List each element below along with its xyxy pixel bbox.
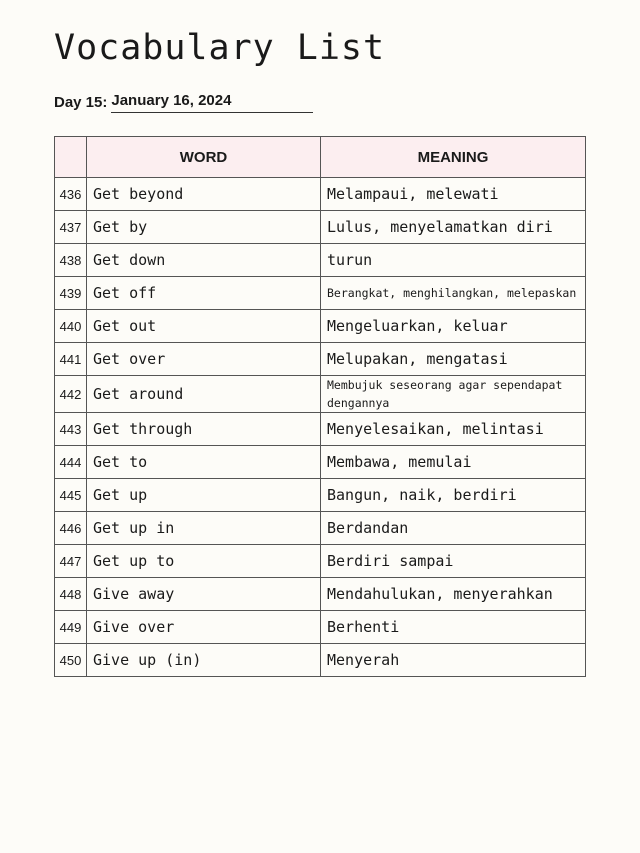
row-meaning: Berdandan bbox=[321, 512, 586, 545]
row-word: Get up to bbox=[87, 545, 321, 578]
table-row bbox=[55, 277, 586, 310]
table-row bbox=[55, 545, 586, 578]
row-word: Get up in bbox=[87, 512, 321, 545]
row-meaning: turun bbox=[321, 244, 586, 277]
table-row bbox=[55, 479, 586, 512]
row-number: 442 bbox=[55, 376, 87, 413]
row-word: Get around bbox=[87, 376, 321, 413]
row-word: Get over bbox=[87, 343, 321, 376]
table-row bbox=[55, 512, 586, 545]
table-header-row bbox=[55, 137, 586, 178]
row-number: 447 bbox=[55, 545, 87, 578]
row-number: 437 bbox=[55, 211, 87, 244]
table-row bbox=[55, 611, 586, 644]
table-row bbox=[55, 211, 586, 244]
row-word: Give away bbox=[87, 578, 321, 611]
row-word: Get down bbox=[87, 244, 321, 277]
header-meaning: MEANING bbox=[321, 137, 586, 178]
row-word: Give over bbox=[87, 611, 321, 644]
table-row bbox=[55, 244, 586, 277]
row-meaning: Menyerah bbox=[321, 644, 586, 677]
table-row bbox=[55, 310, 586, 343]
row-meaning: Bangun, naik, berdiri bbox=[321, 479, 586, 512]
row-word: Get out bbox=[87, 310, 321, 343]
row-word: Get by bbox=[87, 211, 321, 244]
table-row bbox=[55, 413, 586, 446]
row-meaning: Membawa, memulai bbox=[321, 446, 586, 479]
row-word: Give up (in) bbox=[87, 644, 321, 677]
page-title: Vocabulary List bbox=[54, 28, 386, 68]
row-word: Get off bbox=[87, 277, 321, 310]
vocabulary-table bbox=[54, 136, 586, 677]
row-number: 438 bbox=[55, 244, 87, 277]
row-word: Get through bbox=[87, 413, 321, 446]
day-date: January 16, 2024 bbox=[111, 91, 313, 113]
row-meaning: Menyelesaikan, melintasi bbox=[321, 413, 586, 446]
row-number: 448 bbox=[55, 578, 87, 611]
day-label: Day 15: bbox=[54, 94, 108, 111]
row-number: 443 bbox=[55, 413, 87, 446]
header-number bbox=[55, 137, 87, 178]
row-number: 444 bbox=[55, 446, 87, 479]
table-row bbox=[55, 578, 586, 611]
row-meaning: Membujuk seseorang agar sependapat dengannya bbox=[321, 376, 586, 413]
table-row bbox=[55, 343, 586, 376]
row-number: 449 bbox=[55, 611, 87, 644]
row-number: 450 bbox=[55, 644, 87, 677]
table-row bbox=[55, 644, 586, 677]
row-word: Get up bbox=[87, 479, 321, 512]
row-meaning: Berhenti bbox=[321, 611, 586, 644]
table-row bbox=[55, 376, 586, 413]
row-number: 440 bbox=[55, 310, 87, 343]
row-meaning: Melupakan, mengatasi bbox=[321, 343, 586, 376]
row-meaning: Mendahulukan, menyerahkan bbox=[321, 578, 586, 611]
header-word: WORD bbox=[87, 137, 321, 178]
row-meaning: Berangkat, menghilangkan, melepaskan bbox=[321, 277, 586, 310]
row-meaning: Lulus, menyelamatkan diri bbox=[321, 211, 586, 244]
row-meaning: Melampaui, melewati bbox=[321, 178, 586, 211]
table-row bbox=[55, 446, 586, 479]
row-meaning: Berdiri sampai bbox=[321, 545, 586, 578]
row-number: 445 bbox=[55, 479, 87, 512]
row-number: 441 bbox=[55, 343, 87, 376]
row-number: 446 bbox=[55, 512, 87, 545]
table-row bbox=[55, 178, 586, 211]
day-line bbox=[54, 91, 313, 113]
row-word: Get to bbox=[87, 446, 321, 479]
row-number: 436 bbox=[55, 178, 87, 211]
row-meaning: Mengeluarkan, keluar bbox=[321, 310, 586, 343]
row-number: 439 bbox=[55, 277, 87, 310]
row-word: Get beyond bbox=[87, 178, 321, 211]
